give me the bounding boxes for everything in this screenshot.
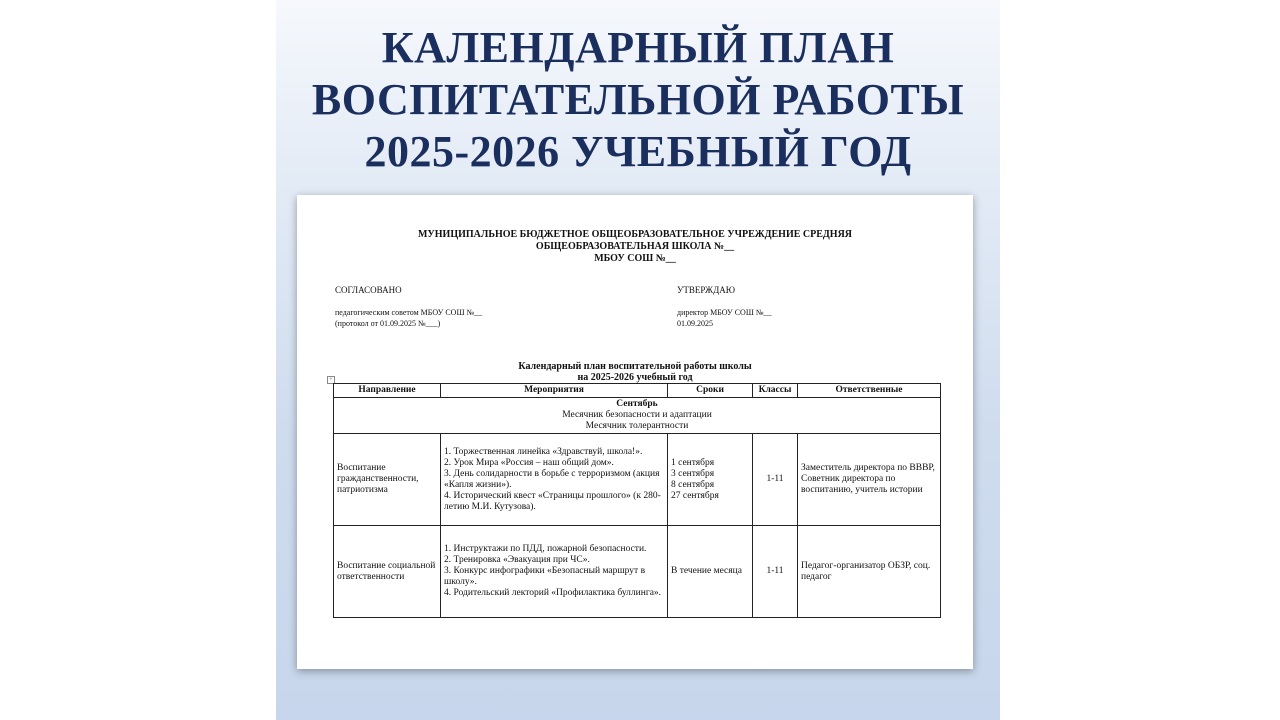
activity-item: 3. Конкурс инфографики «Безопасный маршрут в школу».	[444, 566, 646, 587]
date-item: 1 сентября	[671, 457, 715, 468]
approved-title: УТВЕРЖДАЮ	[677, 285, 736, 295]
column-header: Мероприятия	[441, 384, 668, 398]
direction-cell: Воспитание гражданственности, патриотизма	[334, 434, 441, 526]
activity-item: 2. Тренировка «Эвакуация при ЧС».	[444, 555, 590, 565]
date-item: 3 сентября	[671, 468, 715, 479]
activity-item: 4. Исторический квест «Страницы прошлого» (к 280-летию М.И. Кутузова).	[444, 490, 661, 512]
month-subtitle: Месячник толерантности	[585, 421, 689, 431]
date-item: 8 сентября	[671, 479, 715, 490]
month-cell	[334, 398, 941, 434]
agreed-line-1: педагогическим советом МБОУ СОШ №__	[335, 308, 483, 317]
month-subtitle: Месячник безопасности и адаптации	[562, 410, 712, 420]
agreed-line-2: (протокол от 01.09.2025 №___)	[335, 319, 441, 328]
direction-cell: Воспитание социальной ответственности	[334, 526, 441, 618]
table-row	[334, 434, 941, 526]
activity-item: 4. Родительский лекторий «Профилактика буллинга».	[444, 588, 662, 598]
activities-cell	[441, 434, 668, 526]
column-header: Направление	[334, 384, 441, 398]
table-row	[334, 526, 941, 618]
classes-cell: 1-11	[753, 526, 798, 618]
plan-table	[333, 383, 941, 618]
title-line-1: КАЛЕНДАРНЫЙ ПЛАН	[381, 23, 895, 72]
column-header: Сроки	[668, 384, 753, 398]
month-name: Сентябрь	[616, 399, 658, 409]
dates-cell	[668, 526, 753, 618]
org-line: МБОУ СОШ №__	[594, 253, 676, 264]
plan-title-line: на 2025-2026 учебный год	[577, 372, 693, 383]
org-line: МУНИЦИПАЛЬНОЕ БЮДЖЕТНОЕ ОБЩЕОБРАЗОВАТЕЛЬНОЕ УЧРЕЖДЕНИЕ СРЕДНЯЯ	[417, 229, 853, 240]
activity-item: 1. Инструктажи по ПДД, пожарной безопасности.	[444, 544, 647, 554]
page-title	[276, 22, 1000, 178]
date-item: 27 сентября	[671, 490, 719, 501]
title-line-3: 2025-2026 УЧЕБНЫЙ ГОД	[364, 127, 912, 176]
dates-cell	[668, 434, 753, 526]
approved-line-1: директор МБОУ СОШ №__	[677, 308, 772, 317]
month-row	[334, 398, 941, 434]
column-header: Ответственные	[798, 384, 941, 398]
approved-line-2: 01.09.2025	[677, 319, 713, 328]
table-header-row	[334, 384, 941, 398]
responsible-cell: Заместитель директора по ВВВР, Советник директора по воспитанию, учитель истории	[798, 434, 941, 526]
activity-item: 1. Торжественная линейка «Здравствуй, школа!».	[444, 446, 643, 457]
classes-cell: 1-11	[753, 434, 798, 526]
table-move-handle-icon: +	[327, 376, 335, 384]
column-header: Классы	[753, 384, 798, 398]
organization-header	[297, 229, 973, 265]
title-panel	[276, 0, 1000, 720]
date-item: В течение месяца	[671, 566, 742, 576]
activity-item: 3. День солидарности в борьбе с терроризмом (акция «Капля жизни»).	[444, 468, 660, 490]
document-preview	[297, 195, 973, 669]
responsible-cell: Педагог-организатор ОБЗР, соц. педагог	[798, 526, 941, 618]
activity-item: 2. Урок Мира «Россия – наш общий дом».	[444, 457, 614, 468]
title-line-2: ВОСПИТАТЕЛЬНОЙ РАБОТЫ	[311, 75, 965, 124]
org-line: ОБЩЕОБРАЗОВАТЕЛЬНАЯ ШКОЛА №__	[535, 241, 735, 252]
plan-title-line: Календарный план воспитательной работы школы	[518, 361, 752, 372]
plan-title	[297, 361, 973, 383]
agreed-title: СОГЛАСОВАНО	[335, 285, 402, 295]
activities-cell	[441, 526, 668, 618]
